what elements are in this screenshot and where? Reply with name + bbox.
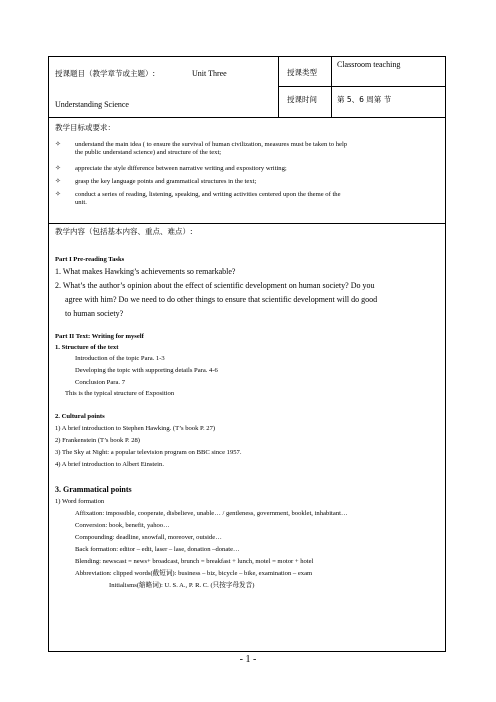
diamond-bullet-icon: ✧ <box>55 177 61 185</box>
diamond-bullet-icon: ✧ <box>55 190 61 198</box>
structure-note: This is the typical structure of Exposition <box>65 390 175 397</box>
cultural-item: 3) The Sky at Night: a popular television program on BBC since 1957. <box>55 449 242 456</box>
objective-item <box>55 165 441 173</box>
objective-item <box>55 191 441 207</box>
page-number: - 1 - <box>239 654 257 665</box>
value-cell <box>332 57 445 117</box>
row-divider <box>332 86 445 87</box>
content-section <box>49 223 445 651</box>
row-divider <box>278 86 331 87</box>
grammar-subitem: Abbreviation: clipped words(截短词): business – biz, bicycle – bike, examination – exam <box>75 570 313 577</box>
structure-heading: 1. Structure of the text <box>55 344 119 351</box>
content-title: 教学内容（包括基本内容、重点、难点）: <box>55 227 193 236</box>
objective-line: the public understand science) and structure of the text; <box>75 149 222 157</box>
question-2-line2: agree with him? Do we need to do other things to ensure that scientific development will do good <box>65 295 378 304</box>
topic-label: 授课题目（教学章节或主题）: <box>55 69 156 78</box>
topic-value-line1: Unit Three <box>192 69 227 78</box>
part2-title: Part II Text: Writing for myself <box>55 333 144 340</box>
topic-value-line2: Understanding Science <box>55 100 129 109</box>
grammar-subitem: Initialisms(缩略词): U. S. A., P. R. C. (只按字母发音) <box>109 582 255 589</box>
objective-item <box>55 178 441 186</box>
objective-line: unit. <box>75 199 87 207</box>
time-label: 授课时间 <box>287 95 317 104</box>
type-label: 授课类型 <box>287 68 317 77</box>
type-value: Classroom teaching <box>337 60 401 69</box>
header-row <box>49 57 445 118</box>
cultural-item: 2) Frankenstein (T’s book P. 28) <box>55 437 140 444</box>
structure-item: Developing the topic with supporting details Para. 4-6 <box>75 367 218 374</box>
grammar-item: 1) Word formation <box>55 498 105 505</box>
lesson-plan-table <box>48 56 446 652</box>
objective-line: understand the main idea ( to ensure the survival of human civilization, measures must be taken to help <box>75 141 348 148</box>
question-1: 1. What makes Hawking’s achievements so remarkable? <box>55 267 236 276</box>
grammar-subitem: Blending: newscast = news+ broadcast, brunch = breakfast + lunch, motel = motor + hotel <box>75 558 314 565</box>
grammar-subitem: Conversion: book, benefit, yahoo… <box>75 522 170 529</box>
cultural-heading: 2. Cultural points <box>55 413 105 420</box>
topic-cell <box>49 57 279 117</box>
objectives-title: 教学目标或要求： <box>55 123 115 132</box>
structure-item: Introduction of the topic Para. 1-3 <box>75 355 165 362</box>
diamond-bullet-icon: ✧ <box>55 140 61 148</box>
objective-line: grasp the key language points and grammatical structures in the text; <box>75 178 257 185</box>
structure-item: Conclusion Para. 7 <box>75 379 125 386</box>
grammar-heading: 3. Grammatical points <box>55 485 132 494</box>
cultural-item: 4) A brief introduction to Albert Einstein. <box>55 461 164 468</box>
objective-item <box>55 141 441 157</box>
label-cell <box>278 57 332 117</box>
grammar-subitem: Back formation: editor – edit, laser – lase, donation –donate… <box>75 546 240 553</box>
objective-line: conduct a series of reading, listening, speaking, and writing activities centered upon the theme of the <box>75 191 341 198</box>
time-value: 第 5、6 周第 节 <box>337 95 392 104</box>
part1-title: Part I Pre-reading Tasks <box>55 256 125 263</box>
diamond-bullet-icon: ✧ <box>55 164 61 172</box>
objectives-section <box>49 117 445 224</box>
question-2-line1: 2. What’s the author’s opinion about the effect of scientific development on human society? Do you <box>55 281 375 290</box>
question-2-line3: to human society? <box>65 309 124 318</box>
objective-line: appreciate the style difference between narrative writing and expository writing; <box>75 165 287 172</box>
grammar-subitem: Compounding: deadline, snowfall, moreover, outside… <box>75 534 222 541</box>
cultural-item: 1) A brief introduction to Stephen Hawking. (T’s book P. 27) <box>55 425 216 432</box>
grammar-subitem: Affixation: impossible, cooperate, disbelieve, unable… / gentleness, government, booklet, inhabitant… <box>75 510 348 517</box>
